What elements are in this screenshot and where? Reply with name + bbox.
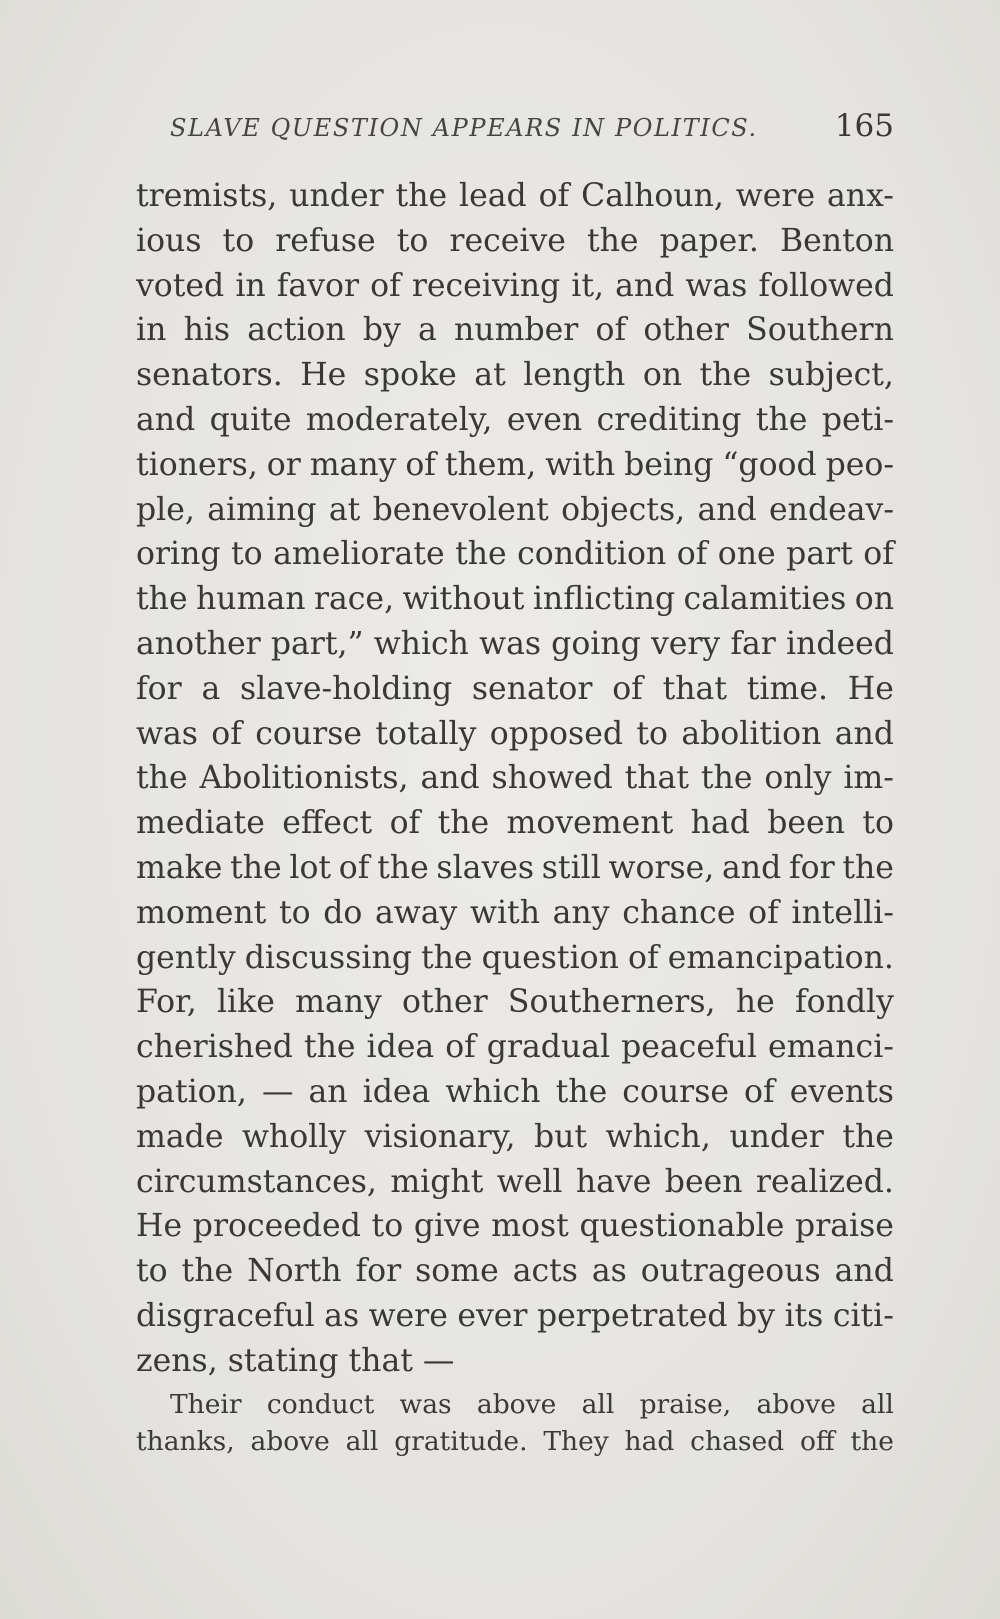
word: cherished (136, 1029, 293, 1066)
word: circumstances, (136, 1163, 377, 1200)
word: refuse (275, 222, 376, 259)
word: well (496, 1163, 563, 1200)
text-line (136, 1249, 894, 1294)
word: of (370, 267, 401, 304)
word: He (847, 670, 894, 707)
word: peaceful (621, 1029, 757, 1066)
word: of (595, 312, 627, 349)
word: praise, (639, 1389, 732, 1420)
word: all (345, 1426, 379, 1457)
word: had (624, 1426, 675, 1457)
text-line (136, 1204, 894, 1249)
word: for (136, 670, 182, 707)
word: followed (758, 267, 894, 304)
word: under (729, 1118, 824, 1155)
word: showed (491, 760, 613, 797)
word: emancipation. (667, 939, 894, 976)
word: calamities (683, 581, 847, 618)
word: in (136, 312, 167, 349)
word: the (586, 222, 639, 259)
word: other (402, 984, 488, 1021)
word: the (842, 849, 894, 886)
word: made (136, 1118, 224, 1155)
word: but (533, 1118, 588, 1155)
text-line (136, 801, 894, 846)
word: some (415, 1253, 499, 1290)
word: was (399, 1389, 452, 1420)
word: of (627, 939, 659, 976)
word: the (699, 357, 752, 394)
word: ple, (136, 491, 195, 528)
word: or (266, 446, 301, 483)
word: only (764, 760, 832, 797)
word: its (784, 1297, 824, 1334)
word: one (717, 536, 776, 573)
word: the (850, 1426, 894, 1457)
word: was (136, 715, 198, 752)
word: and (615, 267, 675, 304)
word: as (591, 1253, 627, 1290)
word: paper. (659, 222, 759, 259)
word: at (328, 491, 361, 528)
word: give (413, 1208, 481, 1245)
word: for (788, 849, 835, 886)
word: proceeded (192, 1208, 361, 1245)
word: of (538, 178, 570, 214)
word: part (786, 536, 853, 573)
text-line (136, 398, 894, 443)
word: gently (136, 939, 236, 976)
word: gratitude. (394, 1426, 528, 1457)
word: all (581, 1389, 615, 1420)
word: Their (170, 1389, 242, 1420)
word: the (303, 1029, 356, 1066)
word: course (255, 715, 363, 752)
text-line (136, 174, 894, 219)
word: “good (722, 446, 817, 483)
word: the (395, 178, 448, 214)
word: were (735, 178, 816, 214)
word: with (470, 894, 540, 931)
word: above (756, 1389, 836, 1420)
running-head (170, 108, 894, 152)
word: the (377, 849, 429, 886)
word: conduct (266, 1389, 375, 1420)
word: emanci- (767, 1029, 894, 1066)
text-line (136, 353, 894, 398)
word: totally (375, 715, 477, 752)
page-number: 165 (834, 108, 894, 144)
word: oring (136, 536, 221, 573)
word: to (862, 805, 894, 842)
word: that (662, 670, 727, 707)
word: another (136, 625, 261, 662)
word: still (541, 849, 601, 886)
text-line (136, 667, 894, 712)
quote-line (136, 1423, 894, 1460)
word: question (481, 939, 619, 976)
word: lead (459, 178, 527, 214)
word: human (196, 581, 306, 618)
text-line (136, 219, 894, 264)
word: perpetrated (536, 1297, 728, 1334)
word: benevolent (372, 491, 549, 528)
word: the (555, 1073, 608, 1110)
text-line (136, 712, 894, 757)
word: ever (457, 1297, 528, 1334)
word: They (543, 1426, 609, 1457)
word: a (418, 312, 437, 349)
word: moderately, (305, 401, 493, 438)
word: the (755, 401, 808, 438)
word: the (700, 760, 753, 797)
word: intelli- (791, 894, 894, 931)
word: off (799, 1426, 835, 1457)
word: above (250, 1426, 330, 1457)
word: going (551, 625, 641, 662)
word: away (375, 894, 458, 931)
word: like (216, 984, 275, 1021)
word: events (789, 1073, 894, 1110)
word: opposed (489, 715, 623, 752)
word: to (222, 222, 255, 259)
text-line (136, 443, 894, 488)
word: number (454, 312, 579, 349)
word: been (664, 1163, 743, 1200)
block-quote (136, 1386, 894, 1460)
quote-line (136, 1386, 894, 1423)
word: im- (843, 760, 894, 797)
word: other (643, 312, 729, 349)
text-line (136, 891, 894, 936)
word: to (636, 715, 668, 752)
word: being (624, 446, 714, 483)
word: the (455, 536, 507, 573)
word: outrageous (640, 1253, 821, 1290)
text-line (136, 1115, 894, 1160)
word: on (642, 357, 683, 394)
word: objects, (561, 491, 686, 528)
word: had (690, 805, 750, 842)
word: have (575, 1163, 652, 1200)
word: an (308, 1073, 348, 1110)
word: He (300, 357, 347, 394)
word: slaves (436, 849, 535, 886)
word: realized. (755, 1163, 894, 1200)
word: at (474, 357, 506, 394)
body-text (136, 174, 894, 1384)
word: indeed (785, 625, 894, 662)
word: receive (449, 222, 566, 259)
word: quite (209, 401, 292, 438)
word: mediate (136, 805, 265, 842)
word: favor (276, 267, 360, 304)
text-line (136, 846, 894, 891)
word: Abolitionists, (199, 760, 409, 797)
word: with (545, 446, 616, 483)
word: he (735, 984, 775, 1021)
word: idea (362, 1073, 431, 1110)
word: idea (366, 1029, 435, 1066)
word: effect (282, 805, 373, 842)
word: praise (795, 1208, 894, 1245)
word: make (136, 849, 223, 886)
word: of (676, 536, 708, 573)
word: his (183, 312, 231, 349)
word: and (722, 849, 782, 886)
word: the (181, 1253, 234, 1290)
text-line-last: zens, stating that — (136, 1342, 455, 1379)
word: and (697, 491, 757, 528)
word: any (552, 894, 610, 931)
word: spoke (363, 357, 457, 394)
word: might (390, 1163, 484, 1200)
word: all (861, 1389, 894, 1420)
word: that (624, 760, 689, 797)
word: for (355, 1253, 402, 1290)
word: on (854, 581, 894, 618)
word: without (402, 581, 525, 618)
word: which, (605, 1118, 711, 1155)
word: voted (136, 267, 225, 304)
word: Southern (746, 312, 894, 349)
word: tioners, (136, 446, 258, 483)
word: questionable (579, 1208, 785, 1245)
word: senators. (136, 357, 283, 394)
text-line (136, 532, 894, 577)
word: most (491, 1208, 569, 1245)
word: to (396, 222, 429, 259)
text-line (136, 1070, 894, 1115)
word: and (834, 1253, 894, 1290)
word: very (650, 625, 721, 662)
word: peti- (821, 401, 894, 438)
word: many (295, 984, 382, 1021)
word: which (445, 1073, 541, 1110)
word: to (278, 894, 311, 931)
word: race, (313, 581, 395, 618)
word: discussing (244, 939, 412, 976)
word: condition (517, 536, 667, 573)
word: of (863, 536, 894, 573)
word: time. (746, 670, 829, 707)
word: of (338, 849, 370, 886)
word: was (479, 625, 542, 662)
word: endeav- (769, 491, 894, 528)
text-line (136, 1160, 894, 1205)
text-line (136, 308, 894, 353)
word: receiving (411, 267, 561, 304)
word: anx- (827, 178, 894, 214)
word: it, (571, 267, 605, 304)
text-line (136, 980, 894, 1025)
word: and (420, 760, 480, 797)
word: as (324, 1297, 360, 1334)
word: was (685, 267, 748, 304)
word: of (744, 1073, 775, 1110)
word: visionary, (364, 1118, 516, 1155)
word: senator (471, 670, 593, 707)
word: He (136, 1208, 183, 1245)
word: North (247, 1253, 342, 1290)
word: been (767, 805, 845, 842)
word: inflicting (532, 581, 676, 618)
word: Calhoun, (581, 178, 724, 214)
word: acts (512, 1253, 578, 1290)
text-line (136, 756, 894, 801)
word: were (368, 1297, 448, 1334)
word: subject, (768, 357, 894, 394)
word: which (373, 625, 469, 662)
word: of (389, 805, 421, 842)
word: the (420, 939, 473, 976)
word: slave-holding (240, 670, 453, 707)
word: length (523, 357, 626, 394)
word: citi- (832, 1297, 894, 1334)
text-line (136, 488, 894, 533)
text-line (136, 622, 894, 667)
word: of (445, 1029, 476, 1066)
word: — (261, 1073, 294, 1110)
word: the (437, 805, 490, 842)
word: them, (444, 446, 537, 483)
word: and (136, 401, 196, 438)
word: peo- (825, 446, 894, 483)
word: abolition (681, 715, 822, 752)
word: Benton (780, 222, 894, 259)
word: the (230, 849, 282, 886)
word: and (834, 715, 894, 752)
word: worse, (608, 849, 715, 886)
word: a (201, 670, 221, 707)
word: above (476, 1389, 557, 1420)
word: action (247, 312, 346, 349)
word: movement (506, 805, 674, 842)
word: tremists, (136, 178, 278, 214)
word: of (612, 670, 643, 707)
text-line (136, 1294, 894, 1339)
text-line (136, 1025, 894, 1070)
word: gradual (486, 1029, 611, 1066)
word: disgraceful (136, 1297, 315, 1334)
word: the (136, 581, 188, 618)
word: part,” (270, 625, 364, 662)
word: do (323, 894, 363, 931)
word: crediting (596, 401, 742, 438)
word: many (309, 446, 397, 483)
word: by (362, 312, 401, 349)
word: aiming (207, 491, 317, 528)
word: even (506, 401, 583, 438)
word: fondly (794, 984, 894, 1021)
word: wholly (241, 1118, 347, 1155)
word: of (405, 446, 436, 483)
text-line (136, 936, 894, 981)
text-line (136, 577, 894, 622)
word: to (136, 1253, 168, 1290)
word: ious (136, 222, 202, 259)
text-line (136, 264, 894, 309)
word: For, (136, 984, 197, 1021)
word: far (730, 625, 776, 662)
word: the (842, 1118, 894, 1155)
word: chance (622, 894, 736, 931)
word: under (289, 178, 384, 214)
word: Southerners, (507, 984, 716, 1021)
word: chased (690, 1426, 785, 1457)
word: the (136, 760, 188, 797)
word: moment (136, 894, 267, 931)
word: pation, (136, 1073, 247, 1110)
word: of (211, 715, 242, 752)
running-title: SLAVE QUESTION APPEARS IN POLITICS. (170, 114, 758, 142)
word: lot (289, 849, 332, 886)
word: ameliorate (273, 536, 445, 573)
word: to (371, 1208, 404, 1245)
word: of (748, 894, 779, 931)
word: in (235, 267, 266, 304)
word: to (231, 536, 263, 573)
word: course (622, 1073, 730, 1110)
word: thanks, (136, 1426, 235, 1457)
word: by (737, 1297, 775, 1334)
